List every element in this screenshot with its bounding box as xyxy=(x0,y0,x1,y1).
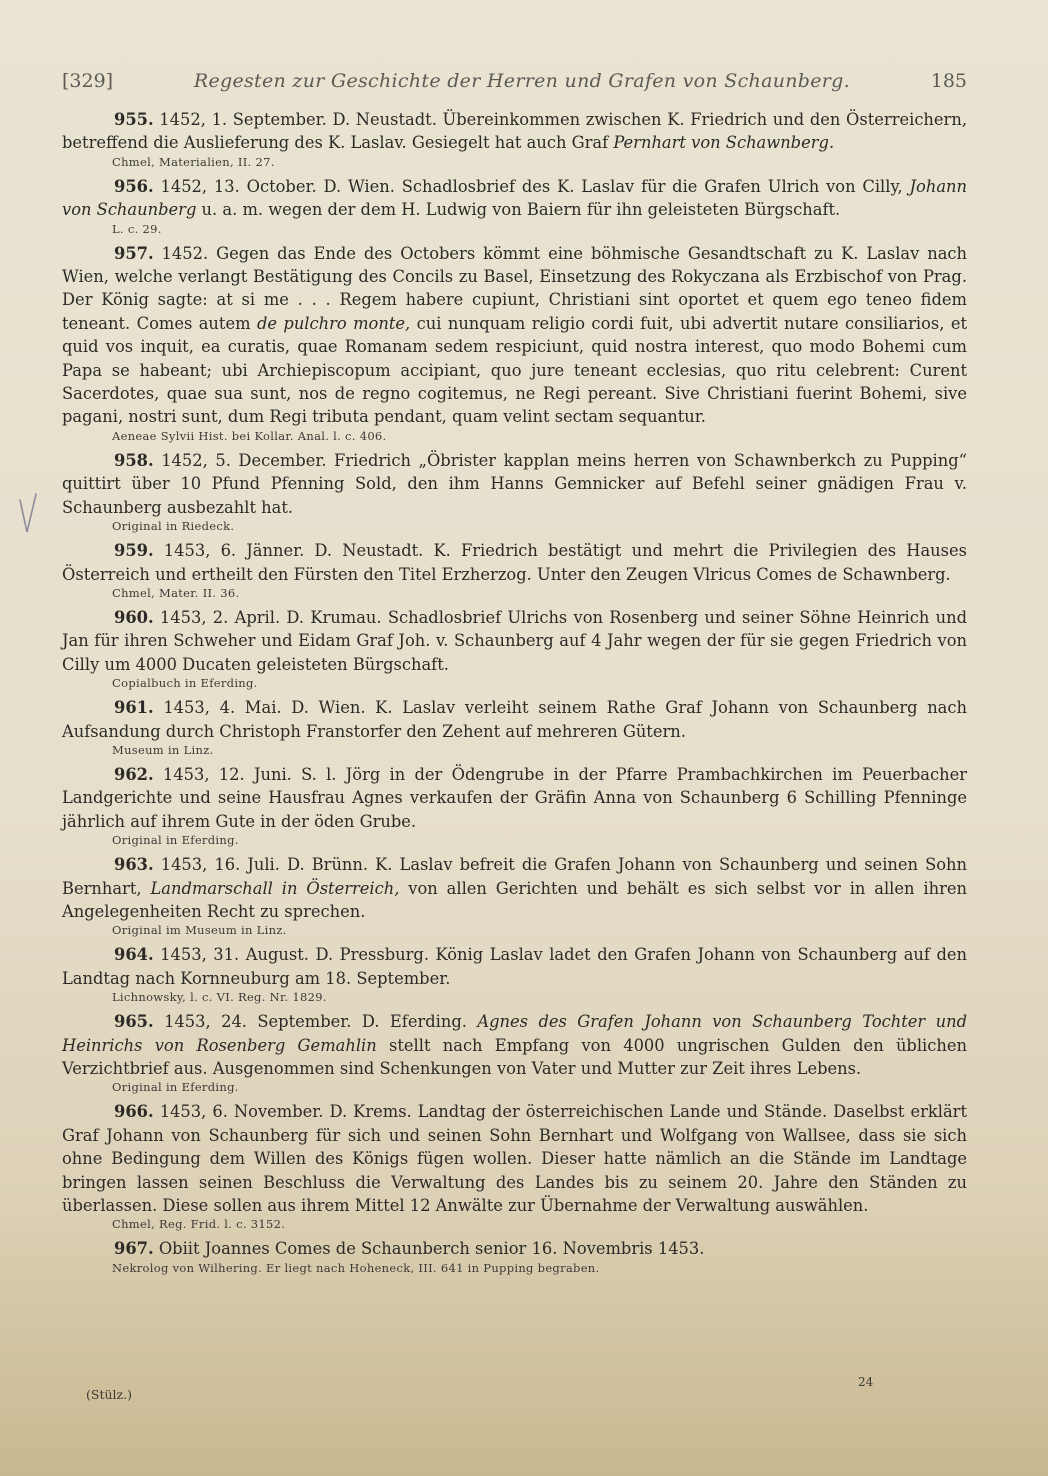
entry-text-italic: Landmarschall in Österreich, xyxy=(150,878,400,898)
regest-entry xyxy=(62,1100,967,1232)
entry-text xyxy=(62,696,967,743)
entry-source: Chmel, Mater. II. 36. xyxy=(112,585,240,600)
entry-source: Original in Eferding. xyxy=(112,833,239,848)
regest-entry xyxy=(62,606,967,691)
entry-text-segment: Obiit Joannes Comes de Schaunberch senior 16. Novembris 1453. xyxy=(153,1239,705,1259)
entry-text-segment: 1453, 12. Juni. S. l. Jörg in der Ödengrube in der Pfarre Prambachkirchen im Peuerbacher Landgerichte und seine Hausfrau Agnes verkaufen der Gräfin Anna von Schaunberg 6 Schilling Pfenninge jährlich auf ihrem Gute in der öden Grube. xyxy=(62,764,967,831)
entry-text xyxy=(62,1100,967,1217)
entry-text-segment: 1453, 24. September. D. Eferding. xyxy=(153,1012,478,1032)
entry-source: Nekrolog von Wilhering. Er liegt nach Hoheneck, III. 641 in Pupping begraben. xyxy=(112,1260,600,1275)
regest-entry xyxy=(62,1237,967,1275)
pencil-checkmark-icon xyxy=(18,492,40,538)
entry-text-segment: von allen Gerichten und behält es sich selbst vor in allen ihren Angelegenheiten Recht zu sprechen. xyxy=(62,878,967,921)
entry-text-segment: 1453, 4. Mai. D. Wien. K. Laslav verleiht seinem Rathe Graf Johann von Schaunberg nach Aufsandung durch Christoph Franstorfer den Zehent auf mehreren Gütern. xyxy=(62,698,967,741)
entry-text-segment: 1452, 5. December. Friedrich „Öbrister kapplan meins herren von Schawnberkch zu Pupping“ quittirt über 10 Pfund Pfenning Sold, den ihm Hanns Gemnicker auf Befehl seiner gnädigen Frau v. Schaunberg ausbezahlt hat. xyxy=(62,450,967,517)
entry-number: 961. xyxy=(114,698,154,718)
entry-text-segment: u. a. m. wegen der dem H. Ludwig von Baiern für ihn geleisteten Bürgschaft. xyxy=(196,200,841,220)
entry-text-segment: cui nunquam religio cordi fuit, ubi advertit nutare consiliarios, et quid vos inquit, ea curatis, quae Romanam sedem respiciunt, quid nostra interest, quo modo Bohemi cum Papa se habeant; ubi Archiepiscopum accipiant, quo jure teneant ecclesias, quo ritu celebrent: Curent Sacerdotes, quae sua sunt, nos de regno cogitemus, ne Regi pereant. Sive Christiani fuerint Bohemi, sive pagani, nostri sunt, dum Regi tributa pendant, quam velint sectam sequantur. xyxy=(62,313,968,427)
entry-text-segment: 1453, 6. November. D. Krems. Landtag der österreichischen Lande und Stände. Daselbst erklärt Graf Johann von Schaunberg für sich und seinen Sohn Bernhart und Wolfgang von Wallsee, dass sie sich ohne Bedingung dem Willen des Königs fügen wollen. Dieser hatte nämlich an die Stände im Landtage bringen lassen seinen Beschluss die Verwaltung des Landes bis zu seinem 20. Jahre den Ständen zu überlassen. Diese sollen aus ihrem Mittel 12 Anwälte zur Übernahme der Verwaltung auswählen. xyxy=(62,1102,967,1216)
entry-text xyxy=(62,449,967,519)
entry-source: Lichnowsky, l. c. VI. Reg. Nr. 1829. xyxy=(112,990,327,1005)
entry-number: 956. xyxy=(114,176,154,196)
page-number: 185 xyxy=(930,70,967,92)
entry-text-italic: Pernhart von Schawnberg. xyxy=(613,133,835,153)
entries-list xyxy=(62,108,967,1276)
regest-entry xyxy=(62,1010,967,1095)
document-page xyxy=(62,70,967,1281)
entry-text-segment: stellt nach Empfang von 4000 ungrischen Gulden den üblichen Verzichtbrief aus. Ausgenommen sind Schenkungen von Vater und Mutter zur Zeit ihres Lebens. xyxy=(62,1035,967,1078)
entry-number: 959. xyxy=(114,541,154,561)
entry-source: Chmel, Reg. Frid. l. c. 3152. xyxy=(112,1217,286,1232)
regest-entry xyxy=(62,696,967,758)
regest-entry xyxy=(62,242,967,444)
entry-number: 958. xyxy=(114,450,154,470)
entry-number: 955. xyxy=(114,110,154,129)
entry-source: Original im Museum in Linz. xyxy=(112,923,287,938)
entry-text-italic: Agnes des Grafen Johann von Schaunberg Tochter und Heinrichs von Rosenberg Gemahlin xyxy=(62,1012,967,1055)
entry-text xyxy=(62,943,967,990)
regest-entry xyxy=(62,449,967,534)
header-bracket-number: [329] xyxy=(62,70,114,92)
entry-text xyxy=(62,1010,967,1080)
regest-entry xyxy=(62,175,967,237)
entry-text-segment: 1452, 13. October. D. Wien. Schadlosbrief des K. Laslav für die Grafen Ulrich von Cilly, xyxy=(153,176,910,196)
entry-source: Museum in Linz. xyxy=(112,742,214,757)
regest-entry xyxy=(62,943,967,1005)
entry-source: Aeneae Sylvii Hist. bei Kollar. Anal. l. c. 406. xyxy=(112,428,387,443)
entry-text-italic: de pulchro monte, xyxy=(256,313,411,333)
entry-source: Original in Eferding. xyxy=(112,1080,239,1095)
entry-text xyxy=(62,175,967,222)
header-title: Regesten zur Geschichte der Herren und Grafen von Schaunberg. xyxy=(193,70,850,92)
regest-entry xyxy=(62,763,967,848)
entry-text xyxy=(62,242,967,429)
entry-number: 963. xyxy=(114,855,154,875)
entry-number: 962. xyxy=(114,764,154,784)
entry-number: 964. xyxy=(114,945,154,965)
entry-number: 960. xyxy=(114,607,154,627)
entry-text xyxy=(62,853,967,923)
entry-text-segment: 1453, 16. Juli. D. Brünn. K. Laslav befreit die Grafen Johann von Schaunberg und seinen Sohn Bernhart, xyxy=(62,855,967,898)
entry-number: 957. xyxy=(114,243,154,263)
entry-text-italic: Johann von Schaunberg xyxy=(62,176,967,220)
entry-text-segment: 1452, 1. September. D. Neustadt. Übereinkommen zwischen K. Friedrich und den Österreichern, betreffend die Auslieferung des K. Laslav. Gesiegelt hat auch Graf xyxy=(62,110,967,153)
entry-text xyxy=(62,606,967,676)
regest-entry xyxy=(62,539,967,601)
entry-source: L. c. 29. xyxy=(112,221,162,236)
entry-text-segment: 1452. Gegen das Ende des Octobers kömmt eine böhmische Gesandtschaft zu K. Laslav nach Wien, welche verlangt Bestätigung des Concils zu Basel, Einsetzung des Rokyczana als Erzbischof von Prag. Der König sagte: at si me . . . Regem habere cupiunt, Christiani sint oportet et quem ego teneo fidem teneant. Comes autem xyxy=(62,243,967,333)
entry-text xyxy=(62,108,967,155)
regest-entry xyxy=(62,853,967,938)
entry-text-segment: 1453, 2. April. D. Krumau. Schadlosbrief Ulrichs von Rosenberg und seiner Söhne Heinrich und Jan für ihren Schweher und Eidam Graf Joh. v. Schaunberg auf 4 Jahr wegen der für sie gegen Friedrich von Cilly um 4000 Ducaten geleisteten Bürgschaft. xyxy=(62,607,967,674)
entry-number: 967. xyxy=(114,1239,154,1259)
entry-number: 966. xyxy=(114,1102,154,1122)
page-header xyxy=(62,70,967,100)
entry-source: Chmel, Materialien, II. 27. xyxy=(112,154,275,169)
regest-entry xyxy=(62,108,967,170)
entry-text xyxy=(62,1237,967,1260)
entry-text-segment: 1453, 31. August. D. Pressburg. König Laslav ladet den Grafen Johann von Schaunberg auf den Landtag nach Kornneuburg am 18. September. xyxy=(62,945,967,988)
entry-text xyxy=(62,763,967,833)
entry-text xyxy=(62,539,967,586)
entry-source: Copialbuch in Eferding. xyxy=(112,676,258,691)
footer-signature: 24 xyxy=(858,1375,874,1389)
entry-text-segment: 1453, 6. Jänner. D. Neustadt. K. Friedrich bestätigt und mehrt die Privilegien des Hauses Österreich und ertheilt den Fürsten den Titel Erzherzog. Unter den Zeugen Vlricus Comes de Schawnberg. xyxy=(62,541,967,584)
entry-number: 965. xyxy=(114,1012,154,1032)
footer-author: (Stülz.) xyxy=(86,1387,132,1402)
entry-source: Original in Riedeck. xyxy=(112,519,235,534)
